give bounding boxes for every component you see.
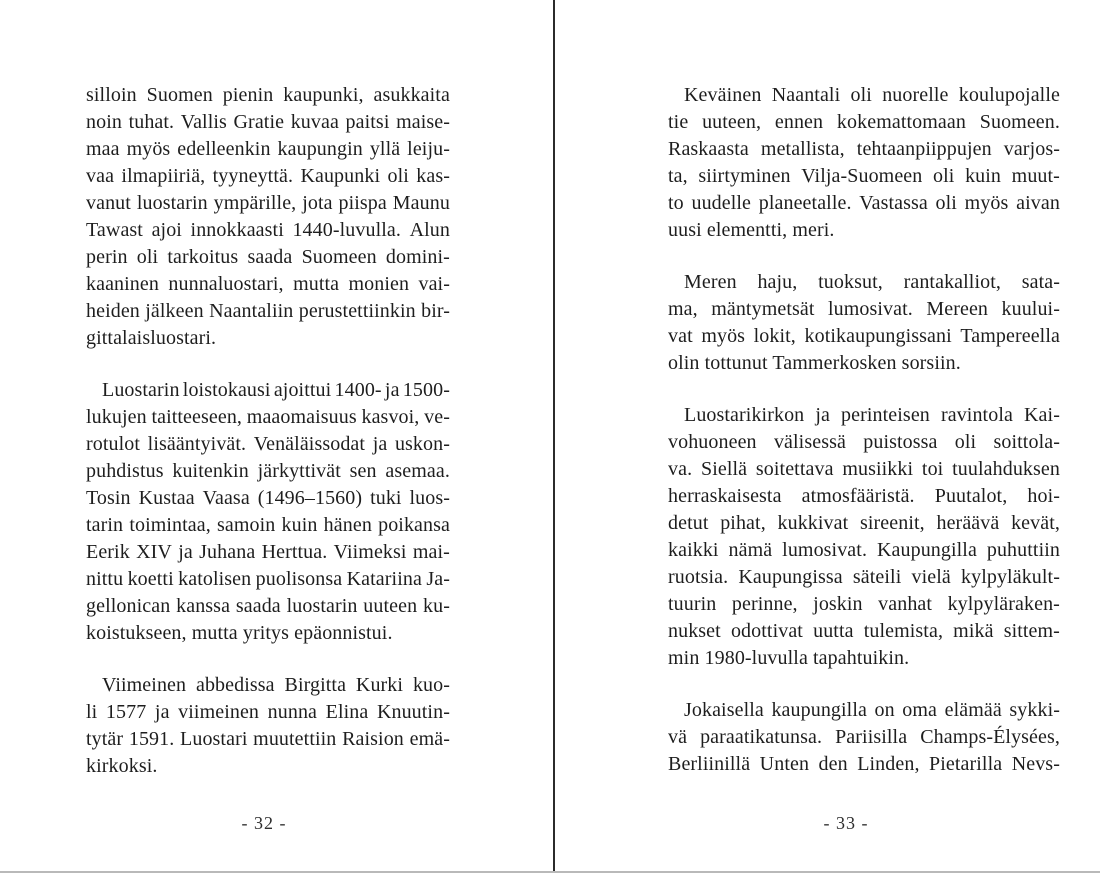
text-line: perin oli tarkoitus saada Suomeen domini- [86, 246, 450, 268]
text-line: lukujen taitteeseen, maaomaisuus kasvoi, ve- [86, 406, 450, 428]
text-line: nukset odottivat uutta tulemista, mikä sittem- [668, 620, 1060, 642]
text-line: va. Siellä soitettava musiikki toi tuulahduksen [668, 458, 1060, 480]
text-line: Tawast ajoi innokkaasti 1440-luvulla. Alun [86, 219, 450, 241]
text-line: ma, mäntymetsät lumosivat. Mereen kuului- [668, 298, 1060, 320]
text-line: ta, siirtyminen Vilja-Suomeen oli kuin muut- [668, 165, 1060, 187]
text-line: Keväinen Naantali oli nuorelle koulupojalle [684, 84, 1060, 106]
text-line: herraskaisesta atmosfääristä. Puutalot, hoi- [668, 485, 1060, 507]
text-line: vaa ilmapiiriä, tyyneyttä. Kaupunki oli kas- [86, 165, 450, 187]
text-line: ruotsia. Kaupungissa säteili vielä kylpyläkult- [668, 566, 1060, 588]
text-line: vohuoneen välisessä puistossa oli soittola- [668, 431, 1060, 453]
right-page-number: - 33 - [823, 813, 869, 833]
text-line: Luostarin loistokausi ajoittui 1400- ja 1500- [102, 379, 450, 401]
text-line: Viimeinen abbedissa Birgitta Kurki kuo- [102, 674, 450, 696]
text-line: nittu koetti katolisen puolisonsa Katariina Ja- [86, 568, 450, 590]
text-line: puhdistus kuitenkin järkyttivät sen asemaa. [86, 460, 450, 482]
paragraph [668, 269, 1060, 377]
text-line: vanut luostarin ympärille, jota piispa Maunu [86, 192, 450, 214]
text-line: Berliinillä Unten den Linden, Pietarilla Nevs- [668, 753, 1060, 775]
text-line: Meren haju, tuoksut, rantakalliot, sata- [684, 271, 1060, 293]
text-line: maa myös edelleenkin kaupungin yllä leiju- [86, 138, 450, 160]
text-line: min 1980-luvulla tapahtuikin. [668, 647, 910, 669]
paragraph [86, 377, 450, 647]
text-line: detut pihat, kukkivat sireenit, heräävä kevät, [668, 512, 1060, 534]
paragraph [86, 82, 450, 352]
paragraph [86, 672, 450, 780]
text-line: tie uuteen, ennen kokemattomaan Suomeen. [668, 111, 1060, 133]
text-line: kirkoksi. [86, 755, 158, 777]
left-page-number: - 32 - [241, 813, 287, 833]
text-line: tytär 1591. Luostari muutettiin Raision emä- [86, 728, 450, 750]
text-line: koistukseen, mutta yritys epäonnistui. [86, 622, 393, 644]
text-line: uusi elementti, meri. [668, 219, 835, 241]
text-line: Luostarikirkon ja perinteisen ravintola Kai- [684, 404, 1060, 426]
paragraph [668, 82, 1060, 244]
text-line: Tosin Kustaa Vaasa (1496–1560) tuki luos- [86, 487, 450, 509]
text-line: noin tuhat. Vallis Gratie kuvaa paitsi maise- [86, 111, 450, 133]
text-line: gittalaisluostari. [86, 327, 217, 349]
text-line: li 1577 ja viimeinen nunna Elina Knuutin- [86, 701, 450, 723]
text-line: kaaninen nunnaluostari, mutta monien vai- [86, 273, 450, 295]
text-line: kaikki nämä lumosivat. Kaupungilla puhuttiin [668, 539, 1060, 561]
text-line: olin tottunut Tammerkosken sorsiin. [668, 352, 961, 374]
text-line: Eerik XIV ja Juhana Herttua. Viimeksi mai- [86, 541, 450, 563]
text-line: to uudelle planeetalle. Vastassa oli myös aivan [668, 192, 1060, 214]
paragraph [668, 402, 1060, 672]
left-page-text-column [86, 82, 450, 805]
page-gutter-divider [553, 0, 555, 873]
right-page-text-column [668, 82, 1060, 803]
text-line: heiden jälkeen Naantaliin perustettiinkin bir- [86, 300, 450, 322]
text-line: Raskaasta metallista, tehtaanpiippujen varjos- [668, 138, 1060, 160]
text-line: gellonican kanssa saada luostarin uuteen ku- [86, 595, 450, 617]
text-line: vat myös lokit, kotikaupungissani Tampereella [668, 325, 1060, 347]
text-line: silloin Suomen pienin kaupunki, asukkaita [86, 84, 450, 106]
text-line: vä paraatikatunsa. Pariisilla Champs-Élysées, [668, 726, 1060, 748]
text-line: tarin toimintaa, samoin kuin hänen poikansa [86, 514, 450, 536]
text-line: tuurin perinne, joskin vanhat kylpyläraken- [668, 593, 1060, 615]
text-line: rotulot lisääntyivät. Venäläissodat ja uskon- [86, 433, 450, 455]
paragraph [668, 697, 1060, 778]
text-line: Jokaisella kaupungilla on oma elämää sykki- [684, 699, 1060, 721]
